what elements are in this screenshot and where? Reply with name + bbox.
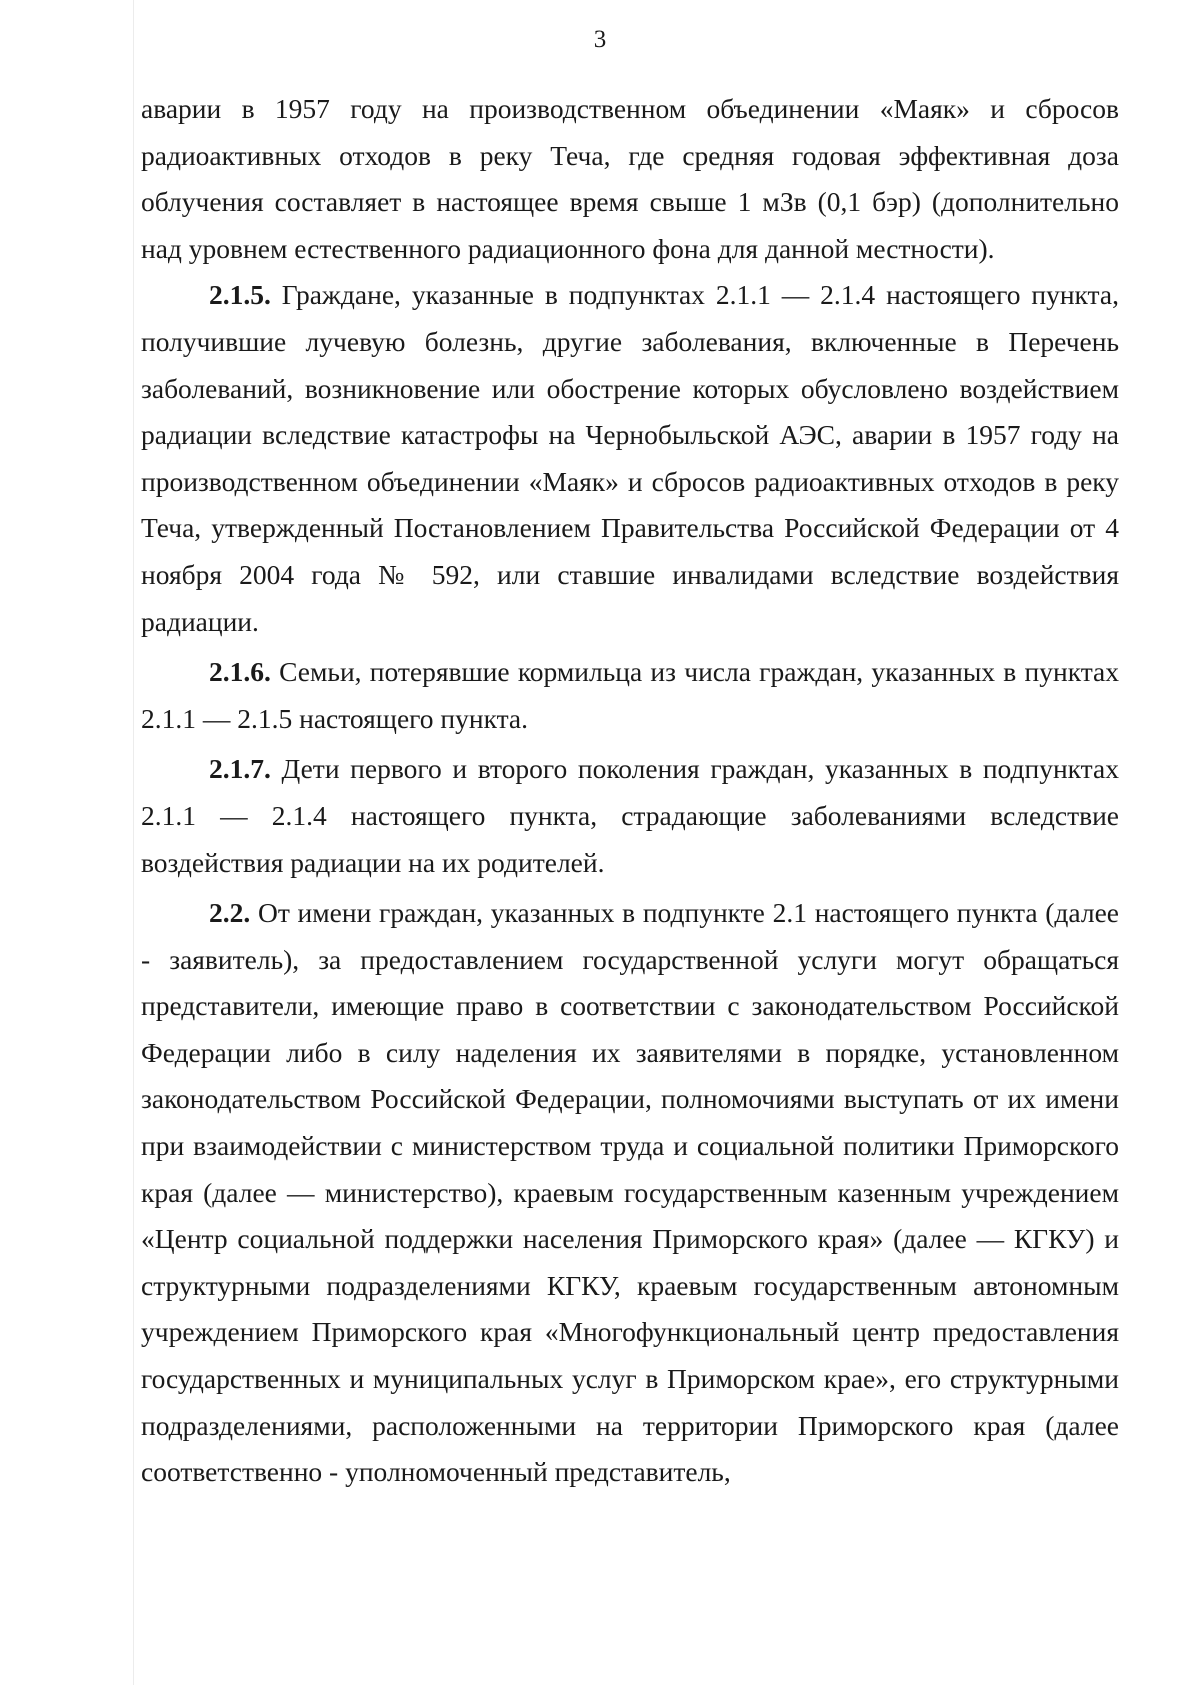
page-edge-line: [133, 0, 134, 1685]
paragraph-number: 2.1.5.: [209, 279, 271, 311]
paragraph-text: От имени граждан, указанных в подпункте 2.1 настоящего пункта (далее - заявитель), за предоставлением государственной услуги могут обращаться представители, имеющие право в соответствии с законодательством Российской Федерации либо в силу наделения их заявителями в порядке, установленном законодательством Российской Федерации, полномочиями выступать от их имени при взаимодействии с министерством труда и социальной политики Приморского края (далее — министерство), краевым государственным казенным учреждением «Центр социальной поддержки населения Приморского края» (далее — КГКУ) и структурными подразделениями КГКУ, краевым государственным автономным учреждением Приморского края «Многофункциональный центр предоставления государственных и муниципальных услуг в Приморском крае», его структурными подразделениями, расположенными на территории Приморского края (далее соответственно - уполномоченный представитель,: [141, 897, 1119, 1488]
paragraph-2-2: [141, 890, 1119, 1496]
paragraph-text: Граждане, указанные в подпунктах 2.1.1 — 2.1.4 настоящего пункта, получившие лучевую болезнь, другие заболевания, включенные в Перечень заболеваний, возникновение или обострение которых обусловлено воздействием радиации вследствие катастрофы на Чернобыльской АЭС, аварии в 1957 году на производственном объединении «Маяк» и сбросов радиоактивных отходов в реку Теча, утвержденный Постановлением Правительства Российской Федерации от 4 ноября 2004 года № 592, или ставшие инвалидами вследствие воздействия радиации.: [141, 279, 1119, 637]
paragraph-text: Семьи, потерявшие кормильца из числа граждан, указанных в пунктах 2.1.1 — 2.1.5 настоящего пункта.: [141, 656, 1120, 734]
paragraph-2-1-5: [141, 272, 1119, 645]
paragraph-2-1-7: [141, 746, 1119, 886]
paragraph-text: Дети первого и второго поколения граждан, указанных в подпунктах 2.1.1 — 2.1.4 настоящего пункта, страдающие заболеваниями вследствие воздействия радиации на их родителей.: [141, 753, 1119, 878]
paragraph-number: 2.2.: [209, 897, 251, 929]
paragraph-number: 2.1.7.: [209, 753, 271, 785]
paragraph-continuation: [141, 86, 1119, 272]
paragraph-text: аварии в 1957 году на производственном объединении «Маяк» и сбросов радиоактивных отходов в реку Теча, где средняя годовая эффективная доза облучения составляет в настоящее время свыше 1 мЗв (0,1 бэр) (дополнительно над уровнем естественного радиационного фона для данной местности).: [141, 93, 1119, 264]
document-body: [141, 86, 1119, 1500]
paragraph-number: 2.1.6.: [209, 656, 271, 688]
paragraph-2-1-6: [141, 649, 1119, 742]
page-number: 3: [593, 26, 607, 53]
